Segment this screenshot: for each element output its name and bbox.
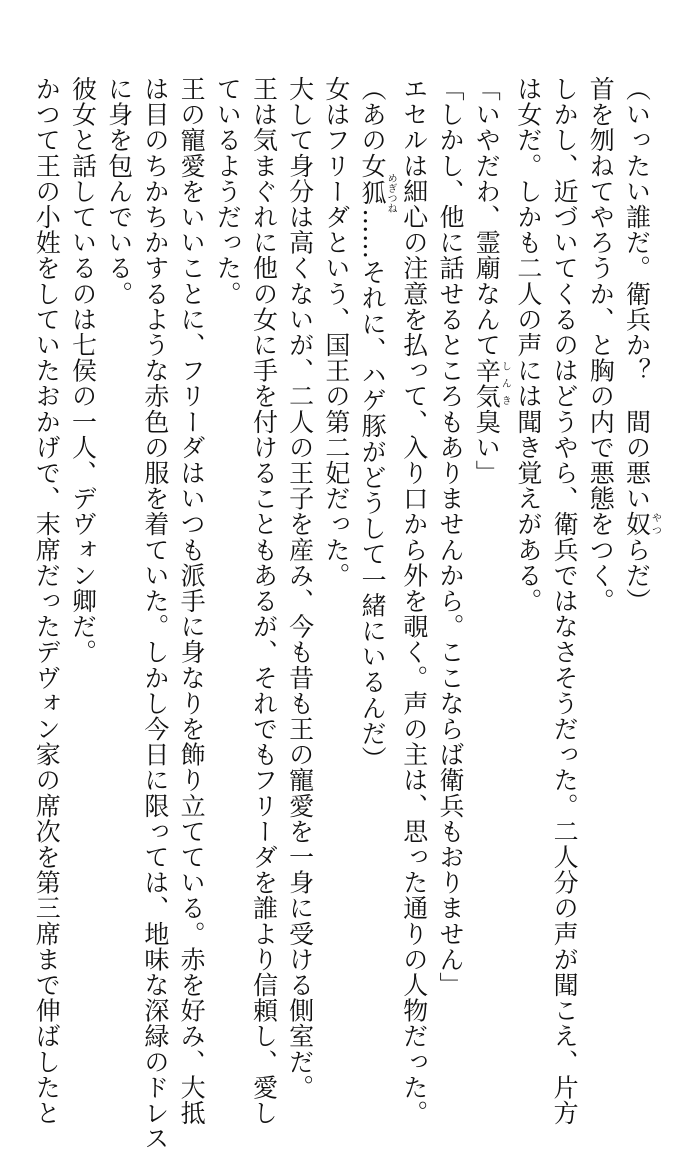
vertical-text-block [28, 76, 661, 1151]
text-line-3: しかし、近づいてくるのはどうやら、衛兵ではなさそうだった。二人分の声が聞こえ、片方 [550, 76, 580, 1126]
text-line-1: （いったい誰だ。衛兵か？ 間の悪い奴やつらだ） [622, 76, 661, 614]
ruby-yatsu: 奴やつ [622, 511, 661, 537]
text-line-7: エセルは細心の注意を払って、入り口から外を覗く。声の主は、思った通りの人物だった。 [399, 76, 429, 1126]
text-line-5: 「いやだわ、霊廟なんて辛気しんき臭い」 [472, 76, 511, 486]
text-line-11: 王は気まぐれに他の女に手を付けることもあるが、それでもフリーダを誰より信頼し、愛し [249, 76, 279, 1126]
text-line-13: 王の寵愛をいいことに、フリーダはいつも派手に身なりを飾り立てている。赤を好み、大抵 [177, 76, 207, 1126]
text-line-16: 彼女と話しているのは七侯の一人、デヴォン卿だ。 [68, 76, 98, 665]
ruby-megitsune: 狐めぎつね [358, 173, 397, 214]
ruby-shinki: 辛気しんき [472, 357, 511, 409]
text-line-17: かつて王の小姓をしていたおかげで、末席だったデヴォン家の席次を第三席まで伸ばしたと [32, 76, 62, 1126]
text-line-2: 首を刎ねてやろうか、と胸の内で悪態をつく。 [586, 76, 616, 614]
text-line-4: は女だ。しかも二人の声には聞き覚えがある。 [513, 76, 543, 614]
text-line-12: ているようだった。 [213, 76, 243, 307]
text-line-14: は目のちかちかするような赤色の服を着ていた。しかし今日に限っては、地味な深緑のドレス [140, 76, 170, 1151]
text-line-15: に身を包んでいる。 [104, 76, 134, 307]
text-line-8: （あの女狐めぎつね……それに、ハゲ豚がどうして一緒にいるんだ） [358, 76, 397, 772]
text-line-10: 大して身分は高くないが、二人の王子を産み、今も昔も王の寵愛を一身に受ける側室だ。 [285, 76, 315, 1100]
text-line-9: 女はフリーダという、国王の第二妃だった。 [321, 76, 351, 588]
text-line-6: 「しかし、他に話せるところもありませんから。ここならば衛兵もおりません」 [435, 76, 465, 998]
